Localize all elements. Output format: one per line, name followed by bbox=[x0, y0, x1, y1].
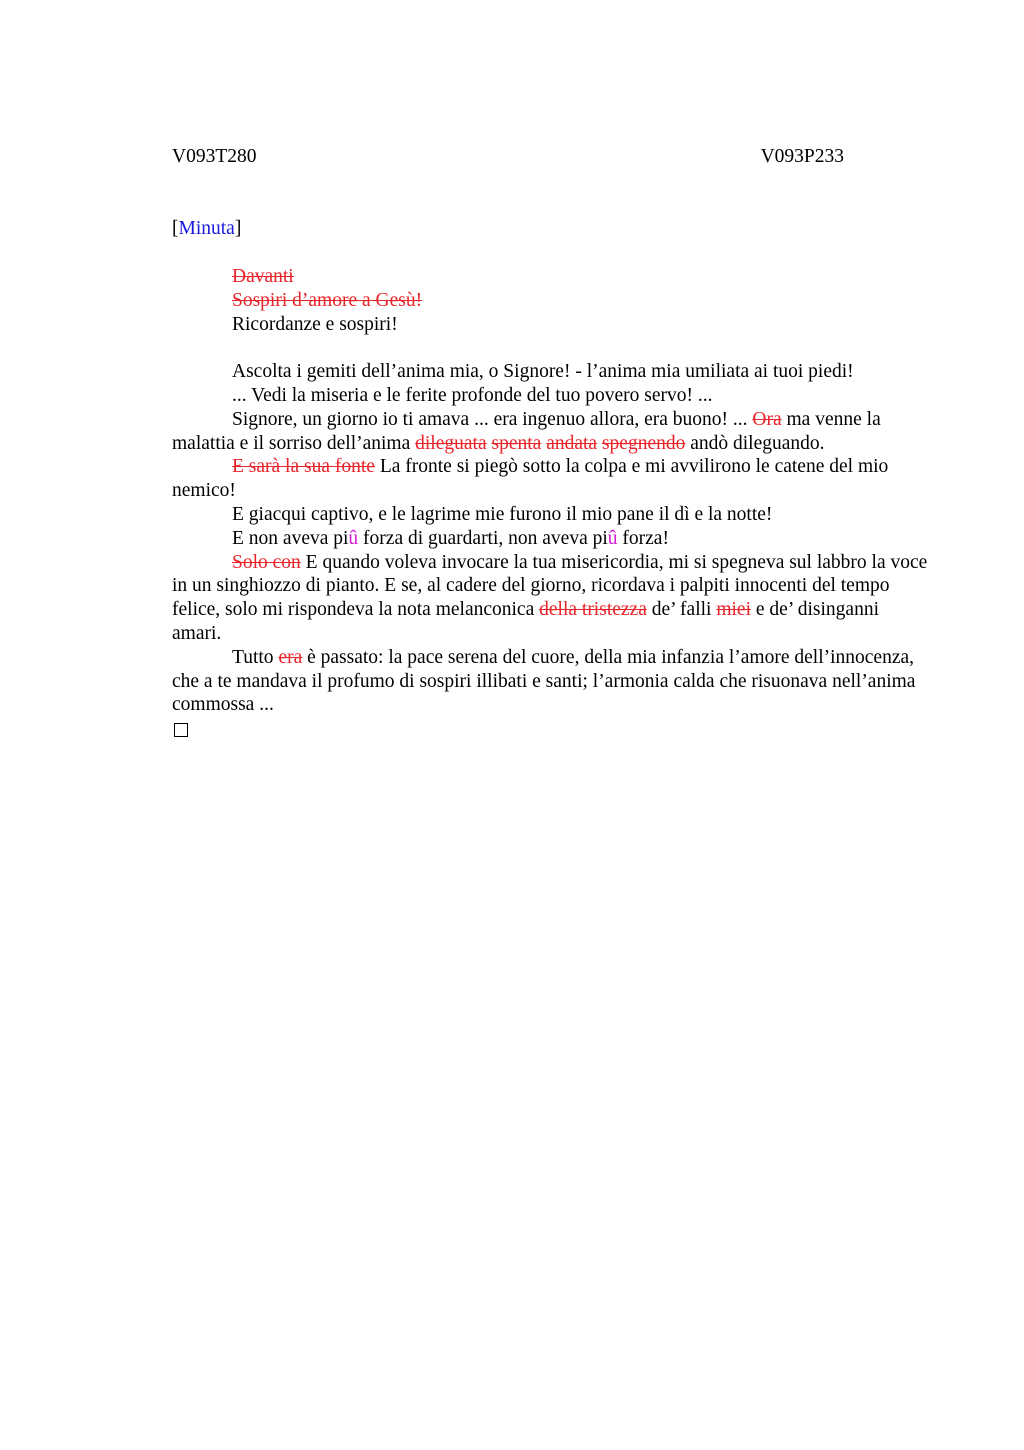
text-run: de’ falli bbox=[646, 599, 717, 621]
paragraph bbox=[172, 527, 930, 551]
uncertain-char: û bbox=[348, 527, 359, 549]
close-bracket: ] bbox=[234, 218, 242, 239]
text-run: ma venne la malattia e il sorriso dell’anima bbox=[172, 408, 881, 454]
text-run: forza di guardarti, non aveva pi bbox=[358, 527, 608, 549]
deleted-text: era bbox=[278, 646, 303, 668]
text-run: è passato: la pace serena del cuore, della mia infanzia l’amore dell’innocenza, che a te mandava il profumo di sospiri illibati e santi; l’armonia calda che risuonava nell’anima commossa ... bbox=[172, 646, 916, 716]
text-run: E non aveva pi bbox=[232, 527, 349, 549]
document-title: Ricordanze e sospiri! bbox=[232, 313, 398, 335]
deleted-text: andata bbox=[546, 432, 598, 454]
deleted-text: della tristezza bbox=[539, 599, 647, 621]
document-code: V093T280 bbox=[172, 146, 257, 167]
deleted-text: dileguata bbox=[415, 432, 487, 454]
page-code: V093P233 bbox=[760, 146, 844, 167]
paragraph bbox=[172, 455, 930, 503]
paragraph: ... Vedi la miseria e le ferite profonde del tuo povero servo! ... bbox=[232, 384, 713, 406]
text-run: e de’ disinganni amari. bbox=[172, 599, 879, 644]
end-marker-icon bbox=[174, 723, 188, 737]
text-run: Signore, un giorno io ti amava ... era ingenuo allora, era buono! ... bbox=[232, 408, 753, 430]
paragraph bbox=[172, 551, 930, 646]
deleted-title: Sospiri d’amore a Gesù! bbox=[232, 289, 423, 311]
text-run: La fronte si piegò sotto la colpa e mi avvilirono le catene del mio nemico! bbox=[172, 456, 889, 502]
text-run: andò dileguando. bbox=[685, 432, 825, 454]
deleted-heading: Davanti bbox=[232, 266, 294, 287]
document-type-label: Minuta bbox=[178, 218, 235, 239]
document-type bbox=[172, 218, 241, 240]
paragraph bbox=[172, 408, 930, 456]
deleted-text: Solo con bbox=[232, 551, 301, 573]
open-bracket: [ bbox=[172, 218, 179, 239]
deleted-text: spegnendo bbox=[601, 432, 686, 454]
paragraph: E giacqui captivo, e le lagrime mie furono il mio pane il dì e la notte! bbox=[232, 503, 773, 525]
document-body bbox=[172, 265, 930, 737]
uncertain-char: û bbox=[607, 527, 618, 549]
paragraph: Ascolta i gemiti dell’anima mia, o Signore! - l’anima mia umiliata ai tuoi piedi! bbox=[232, 361, 854, 383]
deleted-text: miei bbox=[716, 599, 752, 621]
text-run: forza! bbox=[617, 527, 669, 549]
paragraph bbox=[172, 646, 930, 717]
deleted-text: Ora bbox=[752, 408, 782, 430]
deleted-text: spenta bbox=[491, 432, 542, 454]
deleted-text: E sarà la sua fonte bbox=[232, 456, 375, 478]
text-run: Tutto bbox=[232, 646, 279, 668]
text-run: E quando voleva invocare la tua misericordia, mi si spegneva sul labbro la voce in un singhiozzo di pianto. E se, al cadere del giorno, ricordava i palpiti innocenti del tempo felice, solo mi rispondeva la nota melanconica bbox=[172, 551, 928, 621]
blank-line bbox=[172, 336, 930, 360]
page-header bbox=[172, 146, 844, 170]
